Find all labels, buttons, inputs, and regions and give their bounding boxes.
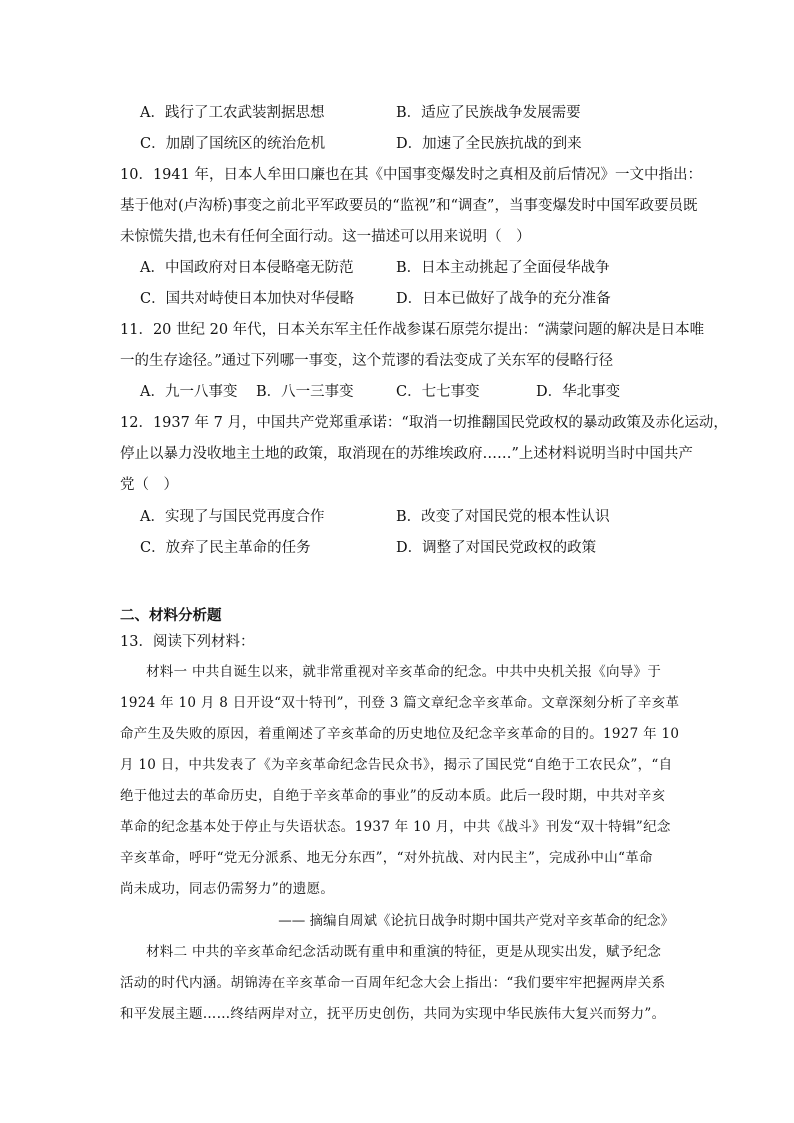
material1-line: 绝于他过去的革命历史，自绝于辛亥革命的事业”的反动本质。此后一段时期，中共对辛亥 — [120, 788, 666, 804]
q12-option-c: C．放弃了民主革命的任务 — [140, 540, 311, 556]
q12-stem-line-2: 停止以暴力没收地主土地的政策，取消现在的苏维埃政府……”上述材料说明当时中国共产 — [120, 446, 693, 462]
q10-option-d: D．日本已做好了战争的充分准备 — [396, 291, 611, 307]
material1-line: 材料一 中共自诞生以来，就非常重视对辛亥革命的纪念。中共中央机关报《向导》于 — [146, 664, 662, 680]
q11-option-d: D．华北事变 — [536, 384, 621, 400]
material2-line: 和平发展主题……终结两岸对立，抚平历史创伤，共同为实现中华民族伟大复兴而努力”。 — [120, 1006, 666, 1022]
q11-stem-line-2: 一的生存途径。”通过下列哪一事变，这个荒谬的看法变成了关东军的侵略行径 — [120, 353, 614, 369]
material1-line: 命产生及失败的原因，着重阐述了辛亥革命的历史地位及纪念辛亥革命的目的。1927 年 10 — [120, 726, 680, 742]
material1-line: 1924 年 10 月 8 日开设“双十特刊”，刊登 3 篇文章纪念辛亥革命。文章深刻分析了辛亥革 — [120, 695, 680, 711]
q13-prompt: 13．阅读下列材料： — [120, 634, 255, 650]
material1-line: 尚未成功，同志仍需努力”的遗愿。 — [120, 881, 335, 897]
q10-option-b: B．日本主动挑起了全面侵华战争 — [396, 260, 610, 276]
q10-option-c: C．国共对峙使日本加快对华侵略 — [140, 291, 355, 307]
q10-stem-line-1: 10．1941 年，日本人牟田口廉也在其《中国事变爆发时之真相及前后情况》一文中指出： — [120, 167, 702, 183]
material1-source: —— 摘编自周斌《论抗日战争时期中国共产党对辛亥革命的纪念》 — [278, 913, 674, 929]
q12-stem-line-3: 党（ ） — [120, 477, 178, 493]
q11-option-b: B．八一三事变 — [256, 384, 354, 400]
material1-line: 革命的纪念基本处于停止与失语状态。1937 年 10 月，中共《战斗》刊发“双十特辑”纪念 — [120, 819, 671, 835]
q12-option-d: D．调整了对国民党政权的政策 — [396, 540, 597, 556]
q12-option-a: A．实现了与国民党再度合作 — [140, 509, 325, 525]
material1-line: 辛亥革命，呼吁“党无分派系、地无分东西”，“对外抗战、对内民主”，完成孙中山“革命 — [120, 850, 653, 866]
material2-line: 材料二 中共的辛亥革命纪念活动既有重申和重演的特征，更是从现实出发，赋予纪念 — [146, 944, 662, 960]
q12-option-b: B．改变了对国民党的根本性认识 — [396, 509, 610, 525]
q10-stem-line-2: 基于他对(卢沟桥)事变之前北平军政要员的“监视”和“调查”，当事变爆发时中国军政要员既 — [120, 198, 698, 214]
q9-option-a: A．践行了工农武装割据思想 — [140, 105, 325, 121]
q11-option-a: A．九一八事变 — [140, 384, 238, 400]
material2-line: 活动的时代内涵。胡锦涛在辛亥革命一百周年纪念大会上指出：“我们要牢牢把握两岸关系 — [120, 975, 666, 991]
q10-option-a: A．中国政府对日本侵略毫无防范 — [140, 260, 354, 276]
q9-option-d: D．加速了全民族抗战的到来 — [396, 136, 582, 152]
q9-option-b: B．适应了民族战争发展需要 — [396, 105, 581, 121]
section-heading: 二、材料分析题 — [120, 607, 222, 624]
q10-stem-line-3: 未惊慌失措,也未有任何全面行动。这一描述可以用来说明（ ） — [120, 229, 531, 245]
q12-stem-line-1: 12．1937 年 7 月，中国共产党郑重承诺：“取消一切推翻国民党政权的暴动政策及赤化运动， — [120, 415, 728, 431]
q11-stem-line-1: 11．20 世纪 20 年代，日本关东军主任作战参谋石原莞尔提出：“满蒙问题的解决是日本唯 — [120, 322, 705, 338]
q9-option-c: C．加剧了国统区的统治危机 — [140, 136, 326, 152]
material1-line: 月 10 日，中共发表了《为辛亥革命纪念告民众书》，揭示了国民党“自绝于工农民众”，“自 — [120, 757, 673, 773]
q11-option-c: C．七七事变 — [396, 384, 480, 400]
